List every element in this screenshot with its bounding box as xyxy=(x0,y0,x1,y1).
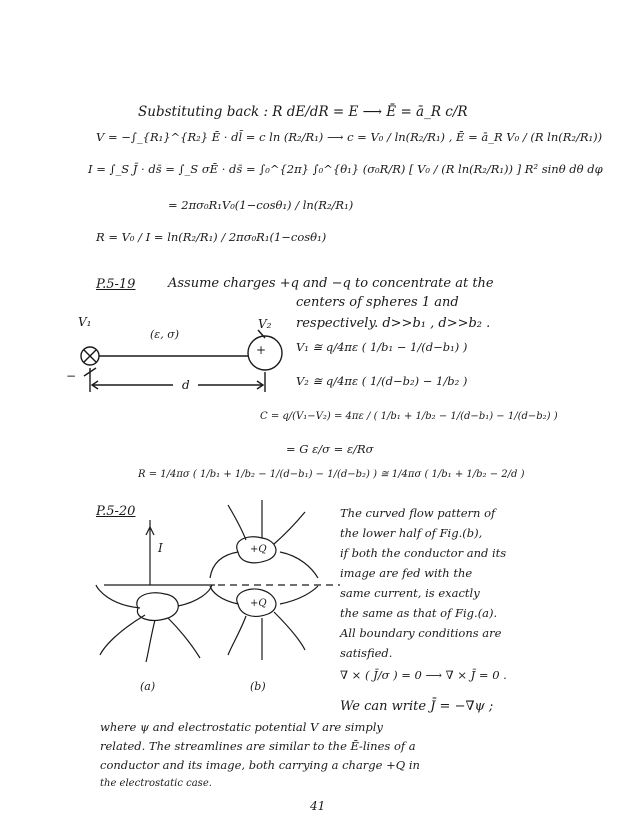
problem-text: The curved flow pattern of xyxy=(340,506,496,520)
problem-text: the same as that of Fig.(a). xyxy=(340,606,498,620)
equation-line: V₁ ≅ q/4πε ( 1/b₁ − 1/(d−b₁) ) xyxy=(296,340,468,354)
equation-line: R = 1/4πσ ( 1/b₁ + 1/b₂ − 1/(d−b₁) − 1/(d−b₂) ) ≅ 1/4πσ ( 1/b₁ + 1/b₂ − 2/d ) xyxy=(138,469,525,480)
conclusion-text: where ψ and electrostatic potential V are simply xyxy=(100,720,383,734)
conclusion-text: related. The streamlines are similar to the Ē-lines of a xyxy=(100,739,416,753)
equation-line: = 2πσ₀R₁V₀(1−cosθ₁) / ln(R₂/R₁) xyxy=(168,198,354,212)
equation-line: C = q/(V₁−V₂) = 4πε / ( 1/b₁ + 1/b₂ − 1/(d−b₁) − 1/(d−b₂) ) xyxy=(260,411,558,422)
plus-sign: + xyxy=(256,343,267,357)
v1-label: V₁ xyxy=(78,315,92,329)
equation-line: = G ε/σ = ε/Rσ xyxy=(286,442,374,456)
figure-b-caption: (b) xyxy=(250,680,266,693)
equation-line: ∇ × ( J̄/σ ) = 0 ⟶ ∇ × J̄ = 0 . xyxy=(340,668,507,682)
conclusion-text: the electrostatic case. xyxy=(100,778,212,789)
medium-label: (ε, σ) xyxy=(150,328,179,341)
problem-text: centers of spheres 1 and xyxy=(296,295,459,310)
problem-text: Assume charges +q and −q to concentrate at the xyxy=(168,276,494,291)
problem-text: satisfied. xyxy=(340,646,393,660)
conclusion-text: conductor and its image, both carrying a charge +Q in xyxy=(100,758,420,772)
charge-label-upper: +Q xyxy=(250,544,267,555)
v2-label: V₂ xyxy=(258,317,272,331)
equation-line: Substituting back : R dE/dR = E ⟶ Ē = ā_R c/R xyxy=(138,104,468,120)
figure-a-caption: (a) xyxy=(140,680,156,693)
equation-line: We can write J̄ = −∇ψ ; xyxy=(340,699,494,714)
page-number: 41 xyxy=(310,799,326,813)
minus-sign: − xyxy=(66,369,77,383)
problem-text: respectively. d>>b₁ , d>>b₂ . xyxy=(296,316,491,331)
equation-line: R = V₀ / I = ln(R₂/R₁) / 2πσ₀R₁(1−cosθ₁) xyxy=(96,230,327,244)
problem-label: P.5-20 xyxy=(96,504,136,519)
problem-text: if both the conductor and its xyxy=(340,546,507,560)
problem-text: same current, is exactly xyxy=(340,586,480,600)
problem-label: P.5-19 xyxy=(96,277,136,292)
equation-line: I = ∫_S J̄ · ds̄ = ∫_S σĒ · ds̄ = ∫₀^{2π} ∫₀^{θ₁} (σ₀R/R) [ V₀ / (R ln(R₂/R₁)) ] R² sinθ dθ dφ xyxy=(88,162,603,176)
problem-text: the lower half of Fig.(b), xyxy=(340,526,483,540)
problem-text: All boundary conditions are xyxy=(340,626,502,640)
distance-label: d xyxy=(182,378,190,392)
equation-line: V = −∫_{R₁}^{R₂} Ē · dl̄ = c ln (R₂/R₁) ⟶ c = V₀ / ln(R₂/R₁) , Ē = ā_R V₀ / (R ln(R₂/R₁)) xyxy=(96,130,603,144)
equation-line: V₂ ≅ q/4πε ( 1/(d−b₂) − 1/b₂ ) xyxy=(296,374,468,388)
current-label: I xyxy=(158,541,163,555)
problem-text: image are fed with the xyxy=(340,566,473,580)
charge-label-lower: +Q xyxy=(250,598,267,609)
